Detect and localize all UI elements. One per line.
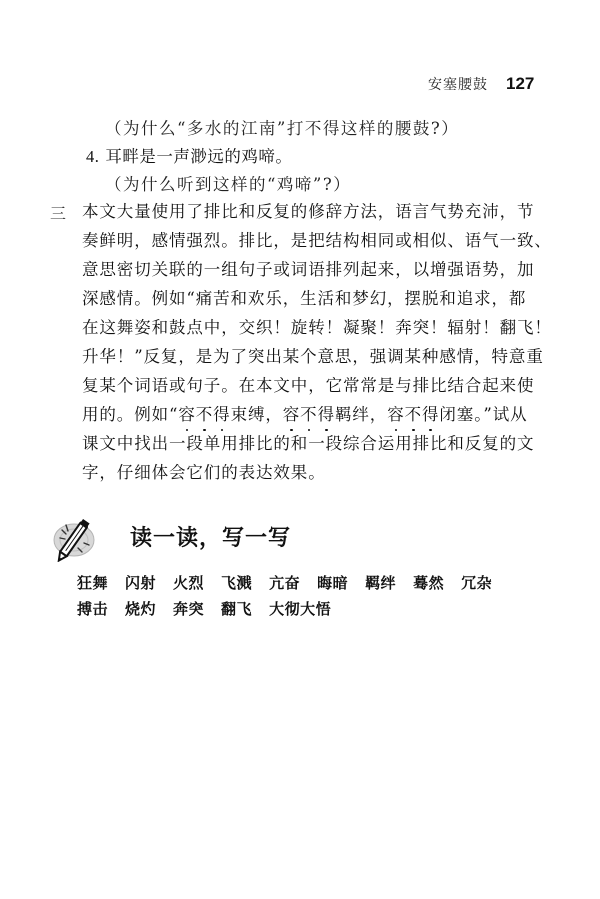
question-4 — [86, 146, 292, 168]
question-3-note: （为什么“多水的江南”打不得这样的腰鼓?） — [105, 119, 460, 138]
emphasis-group — [283, 405, 387, 424]
question-text: 耳畔是一声渺远的鸡啼。 — [105, 147, 293, 166]
emphasized-char: 不 — [300, 405, 318, 424]
section-marker: 三 — [50, 204, 67, 223]
vocab-word: 翻飞 — [221, 600, 253, 618]
vocab-row-2 — [77, 598, 348, 619]
emphasis-group — [387, 405, 527, 424]
paragraph-line: 升华！”反复，是为了突出某个意思，强调某种感情，特意重 — [82, 347, 544, 366]
paragraph-line: 复某个词语或句子。在本文中，它常常是与排比结合起来使 — [82, 376, 535, 395]
emphasized-char: 容 — [387, 405, 405, 424]
paragraph-line: 深感情。例如“痛苦和欢乐，生活和梦幻，摆脱和追求，都 — [82, 289, 527, 308]
paragraph-line: 意思密切关联的一组句子或词语排列起来，以增强语势，加 — [82, 260, 535, 279]
paragraph-line: 课文中找出一段单用排比的和一段综合运用排比和反复的文 — [82, 434, 535, 453]
emphasis-prefix: 用的。例如“ — [82, 405, 179, 424]
vocab-word: 闪射 — [125, 574, 157, 592]
pencil-icon — [48, 510, 104, 562]
read-write-section-header — [48, 510, 291, 562]
question-number: 4. — [86, 147, 100, 166]
vocab-row-1 — [77, 572, 509, 593]
vocab-word: 羁绊 — [365, 574, 397, 592]
page-header — [428, 74, 534, 94]
emphasized-char: 得 — [213, 405, 231, 424]
vocab-word: 火烈 — [173, 574, 205, 592]
vocab-word: 烧灼 — [125, 600, 157, 618]
question-4-note: （为什么听到这样的“鸡啼”?） — [105, 175, 352, 194]
emphasized-char: 不 — [404, 405, 422, 424]
vocab-word: 蓦然 — [413, 574, 445, 592]
paragraph-line: 在这舞姿和鼓点中，交织！旋转！凝聚！奔突！辐射！翻飞！ — [82, 318, 552, 337]
emphasized-char: 得 — [317, 405, 335, 424]
running-title: 安塞腰鼓 — [428, 77, 488, 93]
paragraph-line-emphasis — [82, 404, 570, 426]
emphasized-char: 容 — [282, 405, 301, 424]
vocab-word: 奔突 — [173, 600, 205, 618]
emphasis-rest: 羁绊， — [334, 405, 388, 424]
section-title: 读一读，写一写 — [130, 525, 292, 551]
paragraph-line: 本文大量使用了排比和反复的修辞方法，语言气势充沛，节 — [82, 202, 535, 221]
emphasized-char: 容 — [178, 405, 196, 424]
emphasis-rest: 闭塞。”试从 — [439, 405, 528, 424]
emphasis-group — [178, 405, 282, 424]
vocab-word: 飞溅 — [221, 574, 253, 592]
vocab-word: 晦暗 — [317, 574, 349, 592]
emphasized-char: 得 — [422, 405, 440, 424]
emphasized-char: 不 — [195, 405, 214, 424]
paragraph-line: 奏鲜明，感情强烈。排比，是把结构相同或相似、语气一致、 — [82, 231, 552, 250]
paragraph-line: 字，仔细体会它们的表达效果。 — [82, 463, 326, 482]
page-number: 127 — [506, 74, 535, 93]
vocab-word: 大彻大悟 — [269, 600, 332, 618]
vocab-word: 冗杂 — [461, 574, 493, 592]
vocab-word: 狂舞 — [77, 574, 109, 592]
vocab-word: 搏击 — [77, 600, 109, 618]
emphasis-rest: 束缚， — [230, 405, 283, 424]
vocab-word: 亢奋 — [269, 574, 301, 592]
